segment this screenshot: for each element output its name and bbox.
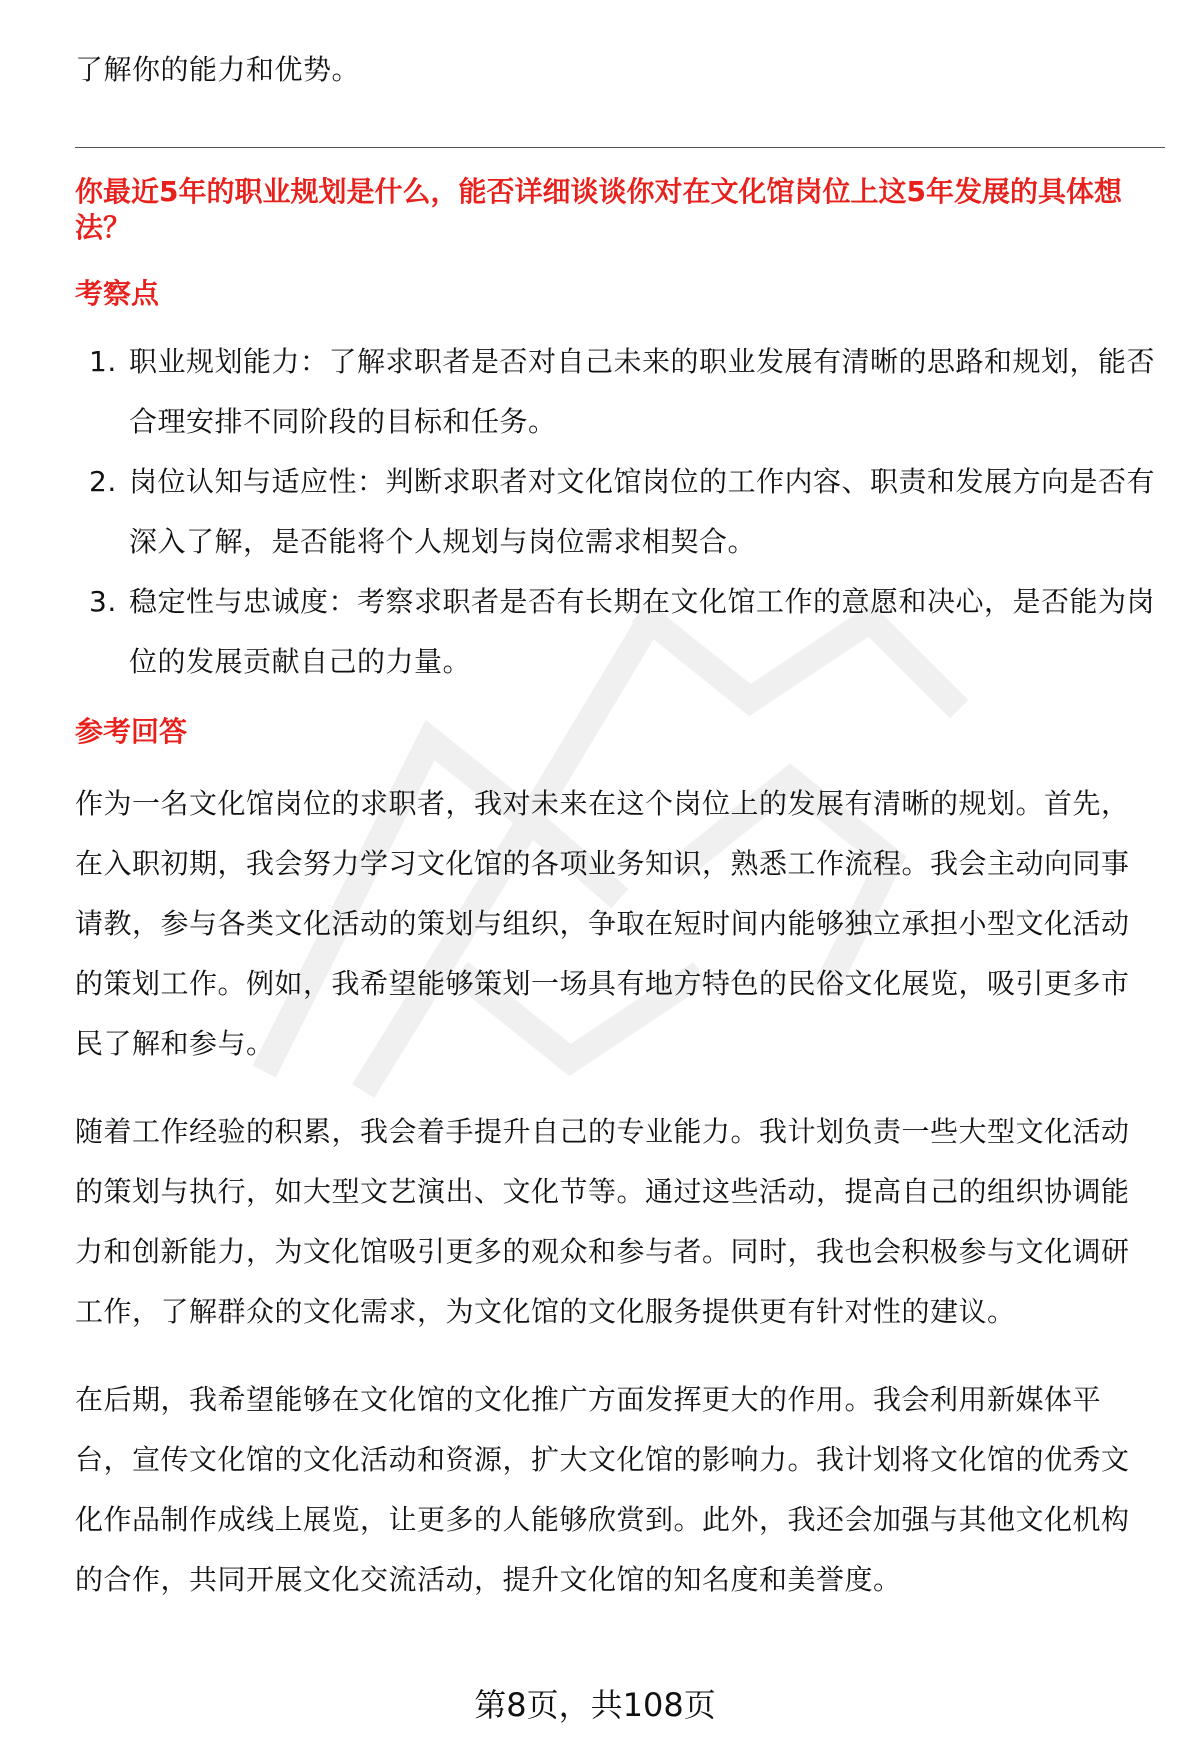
section-divider: [75, 147, 1165, 148]
list-item-number: 1.: [89, 345, 117, 378]
list-item-number: 3.: [89, 585, 117, 618]
list-item-number: 2.: [89, 465, 117, 498]
list-item-text: 岗位认知与适应性：判断求职者对文化馆岗位的工作内容、职责和发展方向是否有深入了解，是否能将个人规划与岗位需求相契合。: [129, 465, 1156, 558]
points-list: [75, 332, 1155, 692]
page-content: [75, 40, 1155, 1610]
answer-paragraph: 作为一名文化馆岗位的求职者，我对未来在这个岗位上的发展有清晰的规划。首先，在入职初期，我会努力学习文化馆的各项业务知识，熟悉工作流程。我会主动向同事请教，参与各类文化活动的策划与组织，争取在短时间内能够独立承担小型文化活动的策划工作。例如，我希望能够策划一场具有地方特色的民俗文化展览，吸引更多市民了解和参与。: [75, 787, 1130, 1060]
question-heading: 你最近5年的职业规划是什么，能否详细谈谈你对在文化馆岗位上这5年发展的具体想法？: [75, 175, 1122, 244]
list-item: [75, 332, 1155, 452]
list-item: [75, 452, 1155, 572]
points-section-title: 考察点: [75, 277, 160, 310]
list-item: [75, 572, 1155, 692]
list-item-text: 稳定性与忠诚度：考察求职者是否有长期在文化馆工作的意愿和决心，是否能为岗位的发展贡献自己的力量。: [129, 585, 1156, 678]
answer-section-title: 参考回答: [75, 715, 188, 748]
answer-body: [75, 774, 1155, 1610]
page-number-footer: 第8页，共108页: [474, 1686, 716, 1724]
answer-paragraph: 在后期，我希望能够在文化馆的文化推广方面发挥更大的作用。我会利用新媒体平台，宣传文化馆的文化活动和资源，扩大文化馆的影响力。我计划将文化馆的优秀文化作品制作成线上展览，让更多的人能够欣赏到。此外，我还会加强与其他文化机构的合作，共同开展文化交流活动，提升文化馆的知名度和美誉度。: [75, 1383, 1130, 1596]
intro-tail-text: 了解你的能力和优势。: [75, 53, 361, 86]
list-item-text: 职业规划能力：了解求职者是否对自己未来的职业发展有清晰的思路和规划，能否合理安排不同阶段的目标和任务。: [129, 345, 1156, 438]
answer-paragraph: 随着工作经验的积累，我会着手提升自己的专业能力。我计划负责一些大型文化活动的策划与执行，如大型文艺演出、文化节等。通过这些活动，提高自己的组织协调能力和创新能力，为文化馆吸引更多的观众和参与者。同时，我也会积极参与文化调研工作，了解群众的文化需求，为文化馆的文化服务提供更有针对性的建议。: [75, 1115, 1130, 1328]
